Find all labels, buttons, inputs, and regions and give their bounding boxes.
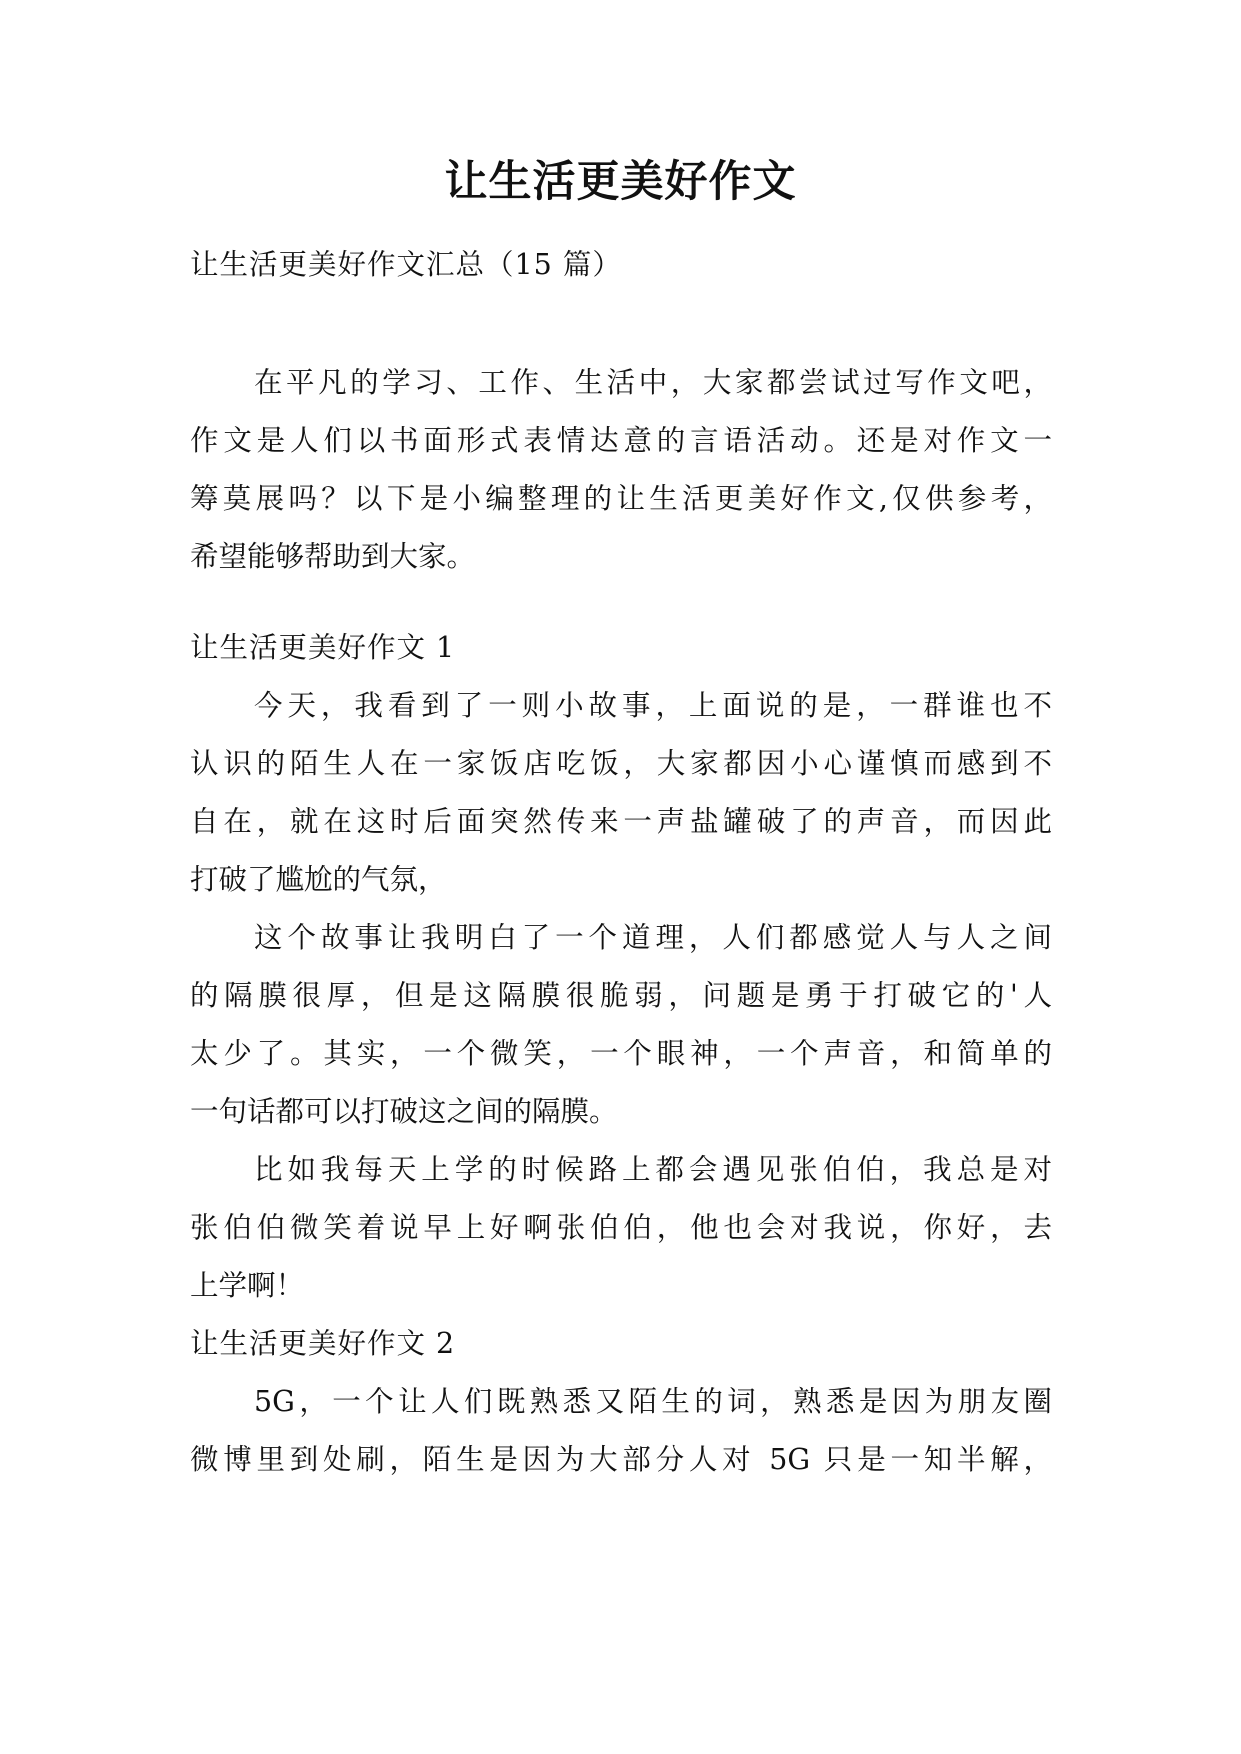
- essay-1: [190, 619, 1052, 1489]
- intro-line: 希望能够帮助到大家。: [190, 540, 476, 573]
- essay-1-para-3-line: 张伯伯微笑着说早上好啊张伯伯，他也会对我说，你好，去: [190, 1211, 1052, 1244]
- subtitle-line: 让生活更美好作文汇总（15 篇）: [190, 248, 622, 281]
- essay-1-para-1-line: 自在，就在这时后面突然传来一声盐罐破了的声音，而因此: [190, 805, 1052, 838]
- essay-2-para-1-line: 微博里到处刷，陌生是因为大部分人对 5G 只是一知半解，: [190, 1443, 1052, 1476]
- intro-line: 在平凡的学习、工作、生活中，大家都尝试过写作文吧，: [254, 366, 1052, 399]
- document-title: 让生活更美好作文: [444, 157, 797, 207]
- essay-1-para-2-line: 一句话都可以打破这之间的隔膜。: [190, 1095, 618, 1128]
- document-subtitle: [190, 236, 1052, 294]
- essay-1-para-2-line: 的隔膜很厚，但是这隔膜很脆弱，问题是勇于打破它的'人: [190, 979, 1052, 1012]
- intro-line: 筹莫展吗？以下是小编整理的让生活更美好作文,仅供参考，: [190, 482, 1052, 515]
- essay-1-para-3-line: 比如我每天上学的时候路上都会遇见张伯伯，我总是对: [254, 1153, 1052, 1186]
- essay-1-heading: 让生活更美好作文 1: [190, 631, 456, 664]
- essay-1-para-1-line: 今天，我看到了一则小故事，上面说的是，一群谁也不: [254, 689, 1052, 722]
- essay-1-para-1-line: 打破了尴尬的气氛，: [190, 863, 447, 896]
- essay-1-para-2-line: 这个故事让我明白了一个道理，人们都感觉人与人之间: [254, 921, 1052, 954]
- essay-1-para-2-line: 太少了。其实，一个微笑，一个眼神，一个声音，和简单的: [190, 1037, 1052, 1070]
- intro-paragraph: [190, 354, 1052, 586]
- essay-2-heading: 让生活更美好作文 2: [190, 1327, 456, 1360]
- essay-1-para-3-line: 上学啊！: [190, 1269, 305, 1302]
- essay-2-para-1-line: 5G，一个让人们既熟悉又陌生的词，熟悉是因为朋友圈: [254, 1385, 1052, 1418]
- essay-1-para-1-line: 认识的陌生人在一家饭店吃饭，大家都因小心谨慎而感到不: [190, 747, 1052, 780]
- intro-line: 作文是人们以书面形式表情达意的言语活动。还是对作文一: [190, 424, 1052, 457]
